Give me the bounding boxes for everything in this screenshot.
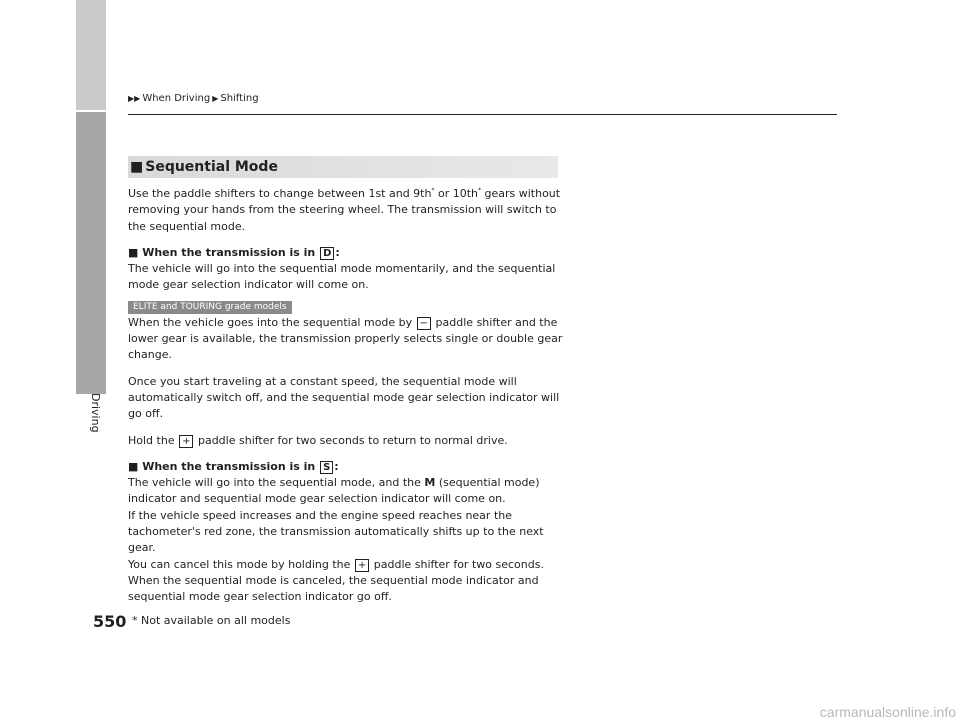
m-indicator-letter: M	[424, 476, 436, 490]
watermark: carmanualsonline.info	[819, 704, 956, 720]
footnote-marker: *	[478, 187, 481, 194]
d-mode-cruise-text: Once you start traveling at a constant speed, the sequential mode will automatically switch off, and the sequential mode gear selection indicator will go off.	[128, 374, 560, 421]
spacer	[128, 235, 568, 245]
chapter-label: Driving	[89, 393, 102, 433]
breadcrumb-arrow-icon: ▶▶	[128, 94, 141, 103]
breadcrumb-arrow-icon: ▶	[212, 94, 219, 103]
intro-text: or 10th	[434, 187, 478, 200]
paragraph-text: (sequential mode) indicator and sequential mode gear selection indicator will come on.	[128, 476, 540, 506]
chapter-side-tab	[76, 112, 106, 394]
section-header	[128, 156, 558, 178]
s-key-icon: S	[320, 461, 333, 474]
d-mode-return-text	[128, 433, 568, 449]
plus-paddle-icon: +	[179, 435, 193, 448]
paragraph-text: paddle shifter for two seconds. When the sequential mode is canceled, the sequential mode indicator and sequential mode gear selection indicator go off.	[128, 557, 544, 604]
paragraph-text: When the vehicle goes into the sequential mode by	[128, 315, 416, 329]
heading-colon: :	[334, 459, 339, 473]
d-key-icon: D	[320, 247, 334, 260]
breadcrumb-item-shifting[interactable]: Shifting	[220, 93, 259, 104]
s-mode-text	[128, 475, 568, 508]
page-number: 550	[93, 612, 127, 631]
paragraph-text: The vehicle will go into the sequential mode, and the	[128, 476, 425, 490]
footnote-marker: *	[431, 187, 435, 194]
d-mode-text: The vehicle will go into the sequential mode momentarily, and the sequential mode gear selection indicator will come on.	[128, 262, 556, 292]
section-marker: ■	[130, 159, 144, 175]
s-mode-heading	[128, 459, 568, 475]
d-mode-grade-text	[128, 315, 568, 364]
breadcrumb	[128, 93, 259, 104]
intro-text: gears without removing your hands from the steering wheel. The transmission will switch to the sequential mode.	[128, 187, 561, 233]
paragraph-text: paddle shifter for two seconds to return to normal drive.	[194, 433, 508, 447]
heading-colon: :	[335, 245, 340, 259]
breadcrumb-item-when-driving[interactable]: When Driving	[142, 93, 211, 104]
plus-paddle-icon: +	[355, 559, 369, 572]
page-content	[128, 183, 568, 606]
paragraph-text: paddle shifter and the lower gear is available, the transmission properly selects single or double gear change.	[128, 315, 563, 362]
footnote: * Not available on all models	[132, 614, 291, 627]
heading-text: ■ When the transmission is in	[128, 245, 320, 259]
s-mode-cancel-text	[128, 557, 568, 606]
paragraph-text: Hold the	[128, 433, 179, 447]
s-mode-upshift-text: If the vehicle speed increases and the engine speed reaches near the tachometer's red zone, the transmission automatically shifts up to the next gear.	[128, 508, 544, 555]
side-tab-top	[76, 0, 106, 110]
section-title: Sequential Mode	[145, 159, 278, 175]
intro-paragraph	[128, 183, 568, 235]
intro-text: Use the paddle shifters to change between 1st and 9th	[128, 187, 432, 200]
heading-text: ■ When the transmission is in	[128, 459, 320, 473]
spacer	[128, 423, 568, 433]
d-mode-heading	[128, 245, 568, 261]
grade-tag: ELITE and TOURING grade models	[128, 301, 292, 314]
header-rule	[128, 114, 837, 115]
spacer	[128, 449, 568, 459]
minus-paddle-icon: −	[417, 317, 431, 330]
spacer	[128, 364, 568, 374]
paragraph-text: You can cancel this mode by holding the	[128, 557, 354, 571]
